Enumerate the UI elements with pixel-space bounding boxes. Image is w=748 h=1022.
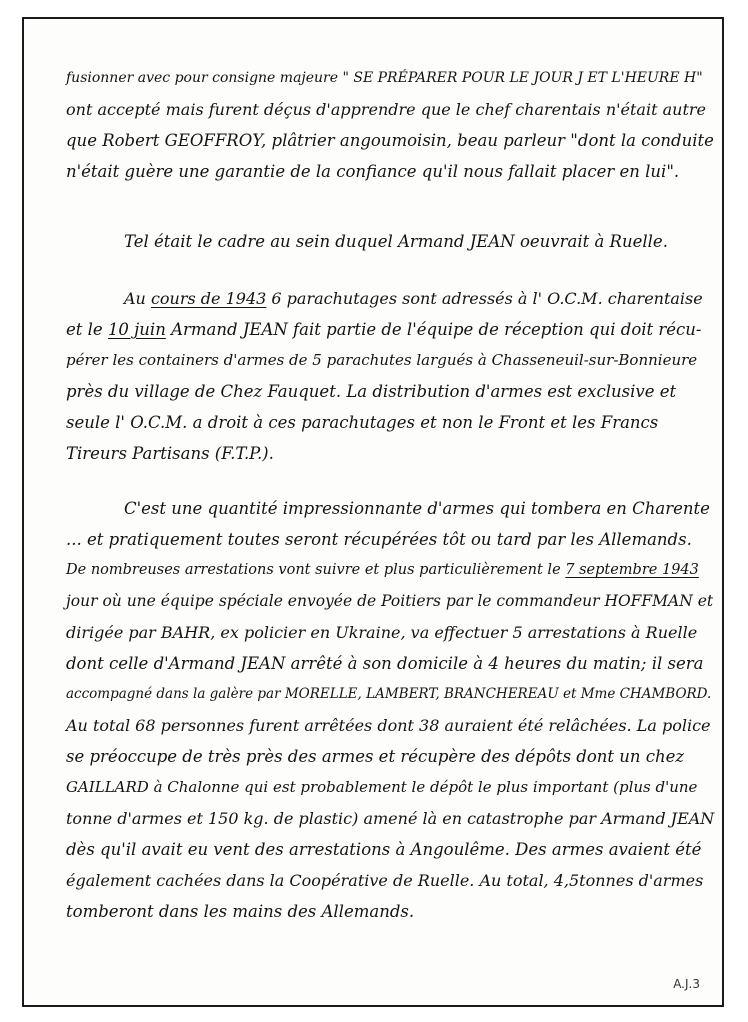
paragraph-arrestations xyxy=(66,493,716,927)
text-line: pérer les containers d'armes de 5 parachutes largués à Chasseneuil-sur-Bonnieure xyxy=(66,351,698,369)
text-line: n'était guère une garantie de la confiance qu'il nous fallait placer en lui". xyxy=(66,162,680,181)
text-line: dont celle d'Armand JEAN arrêté à son domicile à 4 heures du matin; il sera xyxy=(66,654,704,673)
text-line: seule l' O.C.M. a droit à ces parachutages et non le Front et les Francs xyxy=(66,413,659,432)
paragraph-continuation xyxy=(66,63,716,187)
text-line: jour où une équipe spéciale envoyée de Poitiers par le commandeur HOFFMAN et xyxy=(66,592,714,610)
text-line xyxy=(66,314,716,345)
text-line: également cachées dans la Coopérative de Ruelle. Au total, 4,5tonnes d'armes xyxy=(66,871,704,890)
paragraph-cadre xyxy=(66,226,716,257)
underlined-date: cours de 1943 xyxy=(150,289,267,308)
text-line xyxy=(66,555,716,586)
text-segment: Au xyxy=(124,289,151,308)
text-line: GAILLARD à Chalonne qui est probablement le dépôt le plus important (plus d'une xyxy=(66,778,698,796)
text-line: tonne d'armes et 150 kg. de plastic) amené là en catastrophe par Armand JEAN xyxy=(66,809,715,828)
text-line: accompagné dans la galère par MORELLE, LAMBERT, BRANCHEREAU et Mme CHAMBORD. xyxy=(66,686,712,702)
underlined-date: 7 septembre 1943 xyxy=(565,562,699,578)
text-segment: Armand JEAN fait partie de l'équipe de réception qui doit récu- xyxy=(165,320,702,339)
text-line: Tireurs Partisans (F.T.P.). xyxy=(66,444,274,463)
text-line: tomberont dans les mains des Allemands. xyxy=(66,902,415,921)
text-segment: et le xyxy=(66,320,108,339)
text-line: C'est une quantité impressionnante d'armes qui tombera en Charente xyxy=(124,499,710,518)
text-segment: De nombreuses arrestations vont suivre et plus particulièrement le xyxy=(66,562,566,578)
text-line: que Robert GEOFFROY, plâtrier angoumoisin, beau parleur "dont la conduite xyxy=(66,131,714,150)
text-line: près du village de Chez Fauquet. La distribution d'armes est exclusive et xyxy=(66,382,677,401)
text-segment: 6 parachutages sont adressés à l' O.C.M. charentaise xyxy=(266,289,703,308)
paragraph-parachutages xyxy=(66,283,716,469)
text-line: Au total 68 personnes furent arrêtées dont 38 auraient été relâchées. La police xyxy=(66,716,711,735)
text-line: se préoccupe de très près des armes et récupère des dépôts dont un chez xyxy=(66,747,685,766)
text-line: dès qu'il avait eu vent des arrestations à Angoulême. Des armes avaient été xyxy=(66,840,702,859)
text-line: fusionner avec pour consigne majeure " SE PRÉPARER POUR LE JOUR J ET L'HEURE H" xyxy=(66,70,703,86)
document-page xyxy=(22,17,724,1007)
text-line: ... et pratiquement toutes seront récupérées tôt ou tard par les Allemands. xyxy=(66,530,692,549)
page-reference: A.J.3 xyxy=(673,977,700,991)
text-line xyxy=(66,283,716,314)
text-line: ont accepté mais furent déçus d'apprendre que le chef charentais n'était autre xyxy=(66,100,706,119)
text-line: dirigée par BAHR, ex policier en Ukraine, va effectuer 5 arrestations à Ruelle xyxy=(66,623,698,642)
underlined-date: 10 juin xyxy=(107,320,166,339)
text-line: Tel était le cadre au sein duquel Armand JEAN oeuvrait à Ruelle. xyxy=(124,232,668,251)
